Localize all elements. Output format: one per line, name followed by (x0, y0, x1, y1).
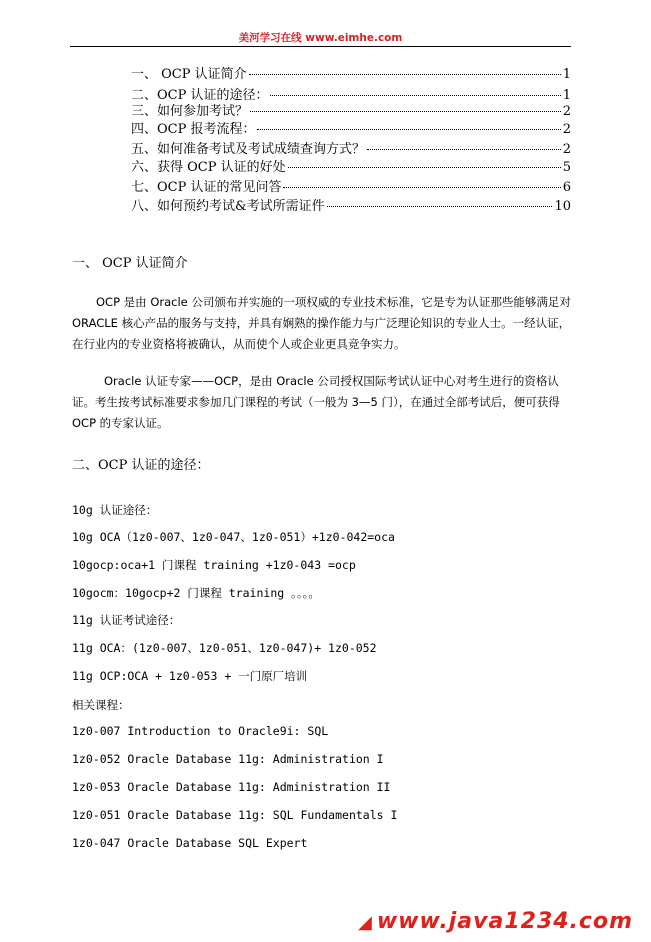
toc-entry[interactable] (131, 179, 571, 197)
section-heading: 一、 OCP 认证简介 (72, 256, 188, 271)
toc-entry-title: 六、获得 OCP 认证的好处 (131, 160, 286, 175)
page-header (70, 30, 571, 47)
text-line: 11g OCP:OCA + 1z0-053 + 一门原厂培训 (72, 669, 308, 683)
header-text: 美河学习在线 www.eimhe.com (238, 32, 403, 44)
toc-leader (288, 167, 561, 168)
toc-entry-title: 八、如何预约考试&考试所需证件 (131, 199, 325, 214)
toc-entry-title: 五、如何准备考试及考试成绩查询方式？ (131, 142, 366, 157)
toc-leader (367, 149, 561, 150)
toc-leader (257, 129, 560, 130)
text-line: 10gocp:oca+1 门课程 training +1z0-043 =ocp (72, 558, 356, 572)
toc-entry-page: 10 (554, 199, 571, 214)
toc-leader (270, 95, 560, 96)
footer-text: www.java1234.com (376, 909, 633, 934)
toc-entry[interactable] (131, 159, 571, 177)
footer-watermark (358, 909, 633, 934)
toc-entry-page: 2 (562, 142, 571, 157)
text-line: 10g OCA（1z0-007、1z0-047、1z0-051）+1z0-042=oca (72, 530, 395, 544)
text-line: 1z0-047 Oracle Database SQL Expert (72, 836, 308, 850)
text-line: 10gocm：10gocp+2 门课程 training 。。。。 (72, 586, 320, 600)
text-line: 相关课程： (72, 698, 130, 712)
toc-entry[interactable] (131, 66, 571, 84)
toc-entry[interactable] (131, 141, 571, 159)
toc-entry-title: 三、如何参加考试？ (131, 104, 249, 119)
toc-leader (250, 111, 561, 112)
paragraph: Oracle 认证专家——OCP，是由 Oracle 公司授权国际考试认证中心对考生进行的资格认证。考生按考试标准要求参加几门课程的考试（一般为 3—5 门），在通过全部考试后，便可获得 OCP 的专家认证。 (72, 374, 560, 430)
text-line: 10g 认证途径： (72, 503, 158, 517)
text-line: 11g OCA：(1z0-007、1z0-051、1z0-047)+ 1z0-052 (72, 641, 377, 655)
text-line: 1z0-007 Introduction to Oracle9i: SQL (72, 724, 329, 738)
text-line: 1z0-052 Oracle Database 11g: Administration I (72, 752, 384, 766)
text-line: 1z0-053 Oracle Database 11g: Administration II (72, 780, 391, 794)
paragraph: OCP 是由 Oracle 公司颁布并实施的一项权威的专业技术标准，它是专为认证那些能够满足对 ORACLE 核心产品的服务与支持，并具有娴熟的操作能力与广泛理论知识的专业人士。一经认证，在行业内的专业资格将被确认，从而使个人或企业更具竞争实力。 (72, 295, 571, 351)
toc-entry[interactable] (131, 198, 571, 216)
section-heading: 二、OCP 认证的途径： (72, 458, 210, 473)
toc-entry-page: 2 (562, 104, 571, 119)
toc-entry[interactable] (131, 103, 571, 121)
toc-entry-page: 5 (562, 160, 571, 175)
toc-entry[interactable] (131, 121, 571, 139)
flag-icon: ◢ (357, 912, 373, 933)
toc-entry-page: 1 (562, 88, 571, 103)
toc-entry-title: 七、OCP 认证的常见问答 (131, 180, 282, 195)
toc-leader (327, 206, 553, 207)
toc-leader (283, 187, 560, 188)
text-line: 1z0-051 Oracle Database 11g: SQL Fundamentals I (72, 808, 398, 822)
toc-entry-title: 四、OCP 报考流程： (131, 122, 256, 137)
toc-entry-page: 6 (562, 180, 571, 195)
toc-leader (249, 74, 561, 75)
toc-entry-page: 1 (562, 67, 571, 82)
text-line: 11g 认证考试途径： (72, 613, 181, 627)
toc-entry-title: 一、 OCP 认证简介 (131, 67, 247, 82)
toc-entry-title: 二、OCP 认证的途径： (131, 88, 269, 103)
toc-entry-page: 2 (562, 122, 571, 137)
